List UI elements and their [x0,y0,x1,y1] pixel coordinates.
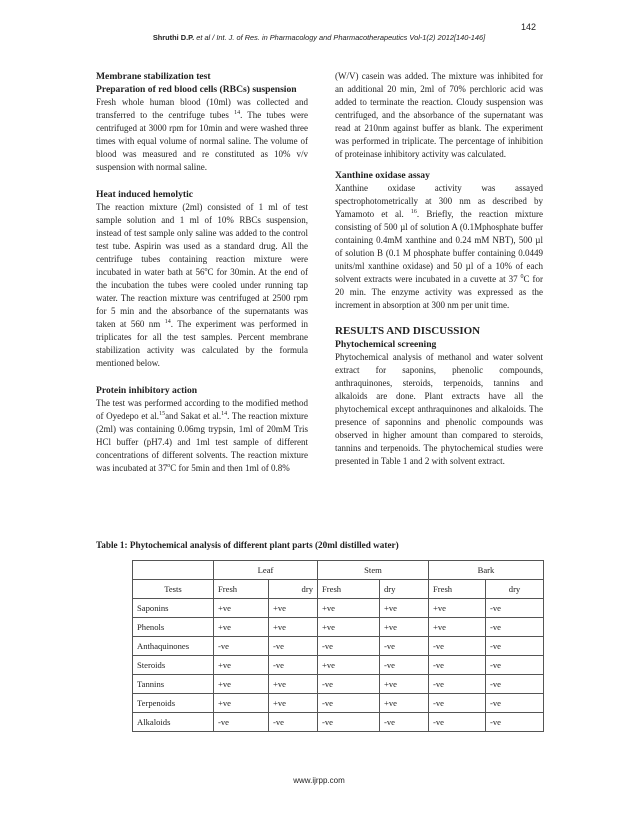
table-cell: +ve [429,618,486,637]
table-cell: -ve [486,713,544,732]
group-header-leaf: Leaf [214,561,318,580]
degree-sign: 0 [520,274,524,280]
table-cell: -ve [380,656,429,675]
column-header: Fresh [429,580,486,599]
table-cell: +ve [214,599,269,618]
page-number: 142 [520,22,536,32]
paragraph-heat-hemolytic: The reaction mixture (2ml) consisted of 1 ml of test sample solution and 1 ml of 10% RBCs suspension, instead of test sample only saline was added to the control test tube. Aspirin was used as a standard drug. All the centrifuge tubes containing reaction mixture were incubated in water bath at 56$^o$C for 30min. At the end of the incubation the tubes were cooled under running tap water. The reaction mixture was centrifuged at 2500 rpm for 5 min and the absorbance of the supernatants was taken at 560 nm $^{14}$. The experiment was performed in triplicates for all the test samples. Percent membrane stabilization activity was calculated by the formula mentioned below. [96,202,309,368]
table-cell: -ve [429,713,486,732]
table-cell: +ve [318,599,380,618]
paragraph-xanthine-oxidase: Xanthine oxidase activity was assayed spectrophotometrically at 300 nm as described by Yamamoto et al. $^{16}$. Briefly, the reaction mixture consisting of 500 µl of solution A (0.1Mphosphate buffer containing 0.4mM xanthine and 0.24 mM NBT), 500 µl of solution B (0.1 M phosphate buffer containing 0.0449 units/ml xanthine oxidase) and 50 µl of a 10% of each solvent extracts were incubated in a cuvette at 37 $^0$C for 20 min. The enzyme activity was expressed as the increment in absorption at 300 nm per unit time. [335,183,544,310]
degree-sign: o [204,267,208,273]
table-caption: Table 1: Phytochemical analysis of different plant parts (20ml distilled water) [96,540,399,550]
column-header: Fresh [318,580,380,599]
table-row [133,675,544,694]
paragraph-rbc: Fresh whole human blood (10ml) was collected and transferred to the centrifuge tubes $^{14}$. The tubes were centrifuged at 3000 rpm for 10min and were washed three times with equal volume of normal saline. The volume of blood was measured and re constituted as 10% v/v suspension with normal saline. [96,97,308,172]
table-cell: -ve [486,599,544,618]
table-cell: -ve [486,656,544,675]
table-cell: +ve [318,656,380,675]
table-cell: -ve [486,675,544,694]
footer-website: www.ijrpp.com [293,776,345,785]
heading-protein-inhibitory: Protein inhibitory action [96,385,198,396]
running-header-journal: et al / Int. J. of Res. in Pharmacology and Pharmacotherapeutics Vol-1(2) 2012[140-146] [194,33,486,42]
table-cell: -ve [380,637,429,656]
table-cell: -ve [429,656,486,675]
table-cell: -ve [269,637,318,656]
table-cell: Phenols [133,618,214,637]
left-column [96,70,308,475]
column-header: dry [380,580,429,599]
table-cell: +ve [214,694,269,713]
table-cell: +ve [429,599,486,618]
table-cell: -ve [318,694,380,713]
table-cell: -ve [318,637,380,656]
table-cell: Steroids [133,656,214,675]
table-cell: -ve [429,637,486,656]
column-header: Tests [133,580,214,599]
table-cell: +ve [269,694,318,713]
table-cell: -ve [429,694,486,713]
table-cell: Saponins [133,599,214,618]
table-cell: Tannins [133,675,214,694]
column-header: Fresh [214,580,269,599]
heading-heat-hemolytic: Heat induced hemolytic [96,189,193,200]
table-cell: -ve [486,618,544,637]
heading-rbc-suspension: Preparation of red blood cells (RBCs) suspension [96,84,297,95]
citation: 16 [410,209,417,215]
table-cell: Terpenoids [133,694,214,713]
citation: 14 [221,411,228,417]
table-cell: +ve [269,599,318,618]
table-cell: -ve [318,675,380,694]
table-cell: -ve [214,713,269,732]
table-group-row [133,561,544,580]
table-row [133,694,544,713]
paragraph-casein: (W/V) casein was added. The mixture was inhibited for an additional 20 min, 2ml of 70% perchloric acid was added to terminate the reaction. Cloudy suspension was centrifuged, and the absorbance of the supernatant was read at 210nm against buffer as blank. The experiment was performed in triplicate. The percentage of inhibition of proteinase inhibitory activity was calculated. [335,71,543,159]
table-row [133,618,544,637]
paragraph-protein-inhibitory: The test was performed according to the modified method of Oyedepo et al.$^{15}$and Sakat et al.$^{14}$. The reaction mixture (2ml) was containing 0.06mg trypsin, 1ml of 20mM Tris HCl buffer (pH7.4) and 1ml test sample of different concentrations of different solvents. The reaction mixture was incubated at 37$^o$C for 5min and then 1ml of 0.8% [96,398,309,473]
table-cell: +ve [318,618,380,637]
table-cell: +ve [269,675,318,694]
table-row [133,713,544,732]
citation: 14 [234,110,241,116]
running-header-author: Shruthi D.P. [152,33,195,42]
table-cell: Alkaloids [133,713,214,732]
table-cell: +ve [269,618,318,637]
group-header-stem: Stem [318,561,429,580]
table-cell: +ve [380,675,429,694]
heading-xanthine-oxidase: Xanthine oxidase assay [335,170,430,181]
table-cell: -ve [429,675,486,694]
table-cell: +ve [380,599,429,618]
table-cell: Anthaquinones [133,637,214,656]
table-cell: +ve [214,618,269,637]
table-corner-cell [133,561,214,580]
table-cell: +ve [380,694,429,713]
citation: 14 [164,319,171,325]
table-cell: -ve [486,694,544,713]
table-cell: -ve [214,637,269,656]
paragraph-phytochemical: Phytochemical analysis of methanol and water solvent extract for saponins, phenolic compounds, anthraquinones, steroids, terpenoids, tannins and alkaloids are done. Plant extracts have all the phytochemical except anthraquinones and alkaloids. The presence of saponnins and phenolic compounds was observed in higher amount than compared to steroids, tannins and terpenoids. The phytochemical studies were presented in Table 1 and 2 with solvent extract. [335,352,543,466]
table-cell: +ve [214,656,269,675]
heading-phytochemical-screening: Phytochemical screening [335,339,437,350]
right-column [335,70,543,468]
degree-sign: o [167,463,171,469]
phytochemical-table [132,560,544,732]
table-cell: -ve [269,713,318,732]
table-cell: -ve [486,637,544,656]
heading-membrane-stabilization: Membrane stabilization test [96,71,211,82]
table-cell: -ve [318,713,380,732]
citation: 15 [159,411,166,417]
group-header-bark: Bark [429,561,544,580]
column-header: dry [486,580,544,599]
table-row [133,656,544,675]
heading-results-discussion: RESULTS AND DISCUSSION [335,325,481,337]
table-cell: -ve [380,713,429,732]
column-header: dry [269,580,318,599]
table-cell: +ve [214,675,269,694]
table-cell: -ve [269,656,318,675]
table-row [133,637,544,656]
running-header [0,33,638,42]
table-cell: +ve [380,618,429,637]
table-header-row [133,580,544,599]
table-row [133,599,544,618]
